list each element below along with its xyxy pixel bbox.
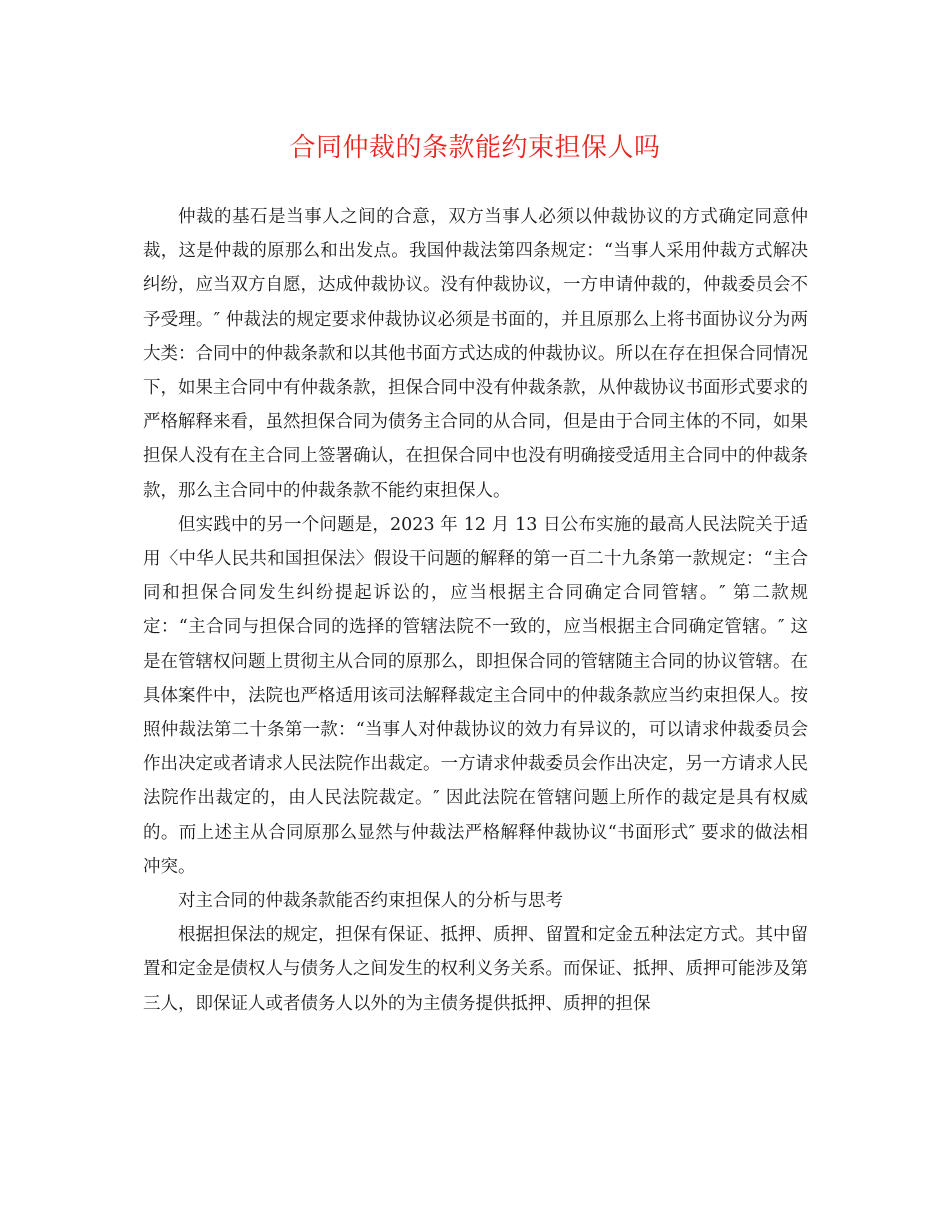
section-heading: 对主合同的仲裁条款能否约束担保人的分析与思考 [178, 891, 563, 912]
paragraph-1: 仲裁的基石是当事人之间的合意，双方当事人必须以仲裁协议的方式确定同意仲裁，这是仲裁的原那么和出发点。我国仲裁法第四条规定：“当事人采用仲裁方式解决纠纷，应当双方自愿，达成仲裁协议。没有仲裁协议，一方申请仲裁的，仲裁委员会不予受理。″ 仲裁法的规定要求仲裁协议必须是书面的，并且原那么上将书面协议分为两大类：合同中的仲裁条款和以其他书面方式达成的仲裁协议。所以在存在担保合同情况下，如果主合同中有仲裁条款，担保合同中没有仲裁条款，从仲裁协议书面形式要求的严格解释来看，虽然担保合同为债务主合同的从合同，但是由于合同主体的不同，如果担保人没有在主合同上签署确认，在担保合同中也没有明确接受适用主合同中的仲裁条款，那么主合同中的仲裁条款不能约束担保人。 [143, 207, 808, 501]
document-body [143, 200, 808, 1021]
document-title: 合同仲裁的条款能约束担保人吗 [289, 133, 661, 163]
paragraph-3: 根据担保法的规定，担保有保证、抵押、质押、留置和定金五种法定方式。其中留置和定金是债权人与债务人之间发生的权利义务关系。而保证、抵押、质押可能涉及第三人，即保证人或者债务人以外的为主债务提供抵押、质押的担保 [143, 925, 808, 1014]
paragraph-2: 但实践中的另一个问题是，2023 年 12 月 13 日公布实施的最高人民法院关于适用〈中华人民共和国担保法〉假设干问题的解释的第一百二十九条第一款规定：“主合同和担保合同发生纠纷提起诉讼的，应当根据主合同确定合同管辖。″ 第二款规定：“主合同与担保合同的选择的管辖法院不一致的，应当根据主合同确定管辖。″ 这是在管辖权问题上贯彻主从合同的原那么，即担保合同的管辖随主合同的协议管辖。在具体案件中，法院也严格适用该司法解释裁定主合同中的仲裁条款应当约束担保人。按照仲裁法第二十条第一款：“当事人对仲裁协议的效力有异议的，可以请求仲裁委员会作出决定或者请求人民法院作出裁定。一方请求仲裁委员会作出决定，另一方请求人民法院作出裁定的，由人民法院裁定。″ 因此法院在管辖问题上所作的裁定是具有权威的。而上述主从合同原那么显然与仲裁法严格解释仲裁协议“书面形式″ 要求的做法相冲突。 [143, 514, 808, 877]
